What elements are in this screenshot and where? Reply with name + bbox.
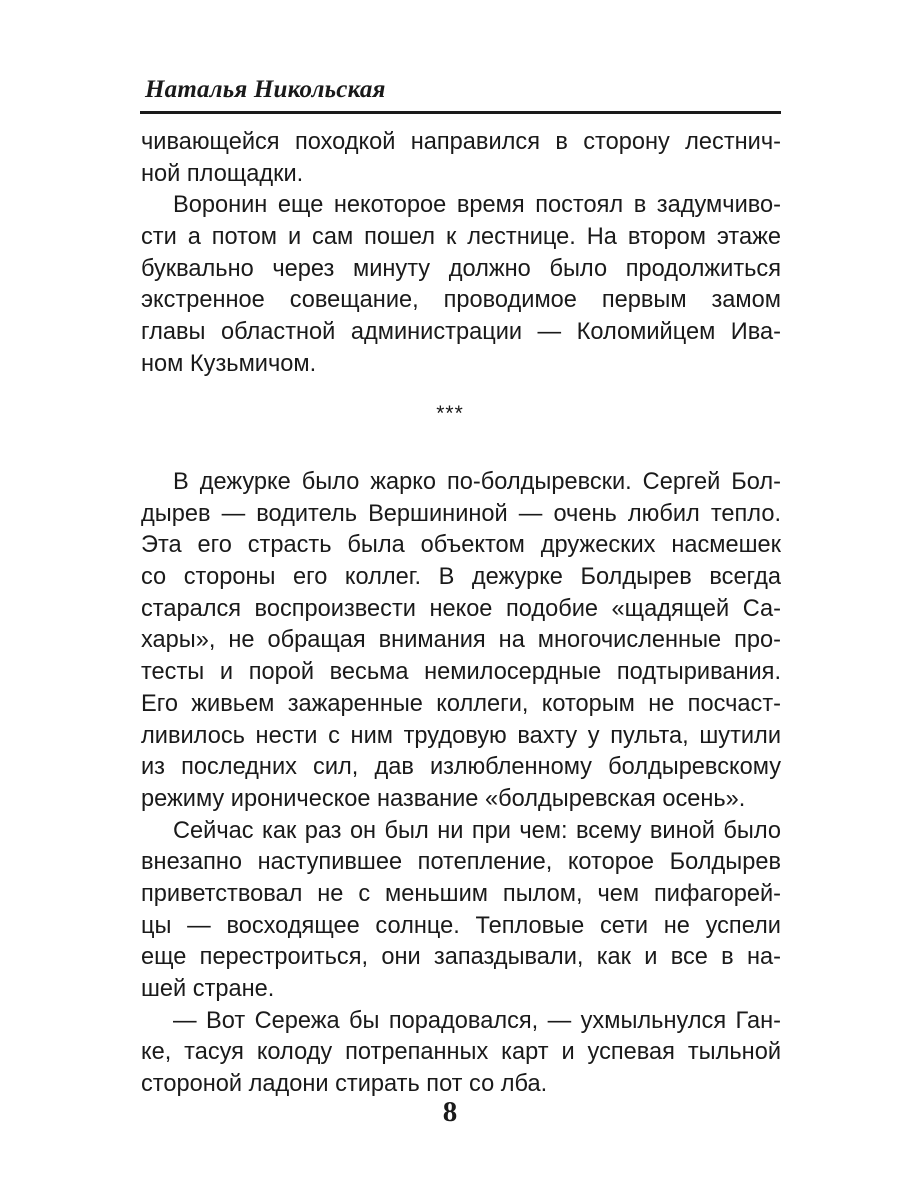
text-line: Воронин еще некоторое время постоял в задумчиво- [173, 192, 781, 219]
text-line: шей стране. [141, 976, 275, 1002]
text-line: внезапно наступившее потепление, которое Болдырев [141, 849, 781, 876]
text-line: еще перестроиться, они запаздывали, как и все в на- [141, 944, 781, 971]
text-line: дырев — водитель Вершининой — очень любил тепло. [141, 500, 781, 527]
text-line: экстренное совещание, проводимое первым замом [141, 287, 781, 314]
text-line: ливилось нести с ним трудовую вахту у пульта, шутили [141, 722, 781, 749]
text-line: ке, тасуя колоду потрепанных карт и успевая тыльной [141, 1039, 781, 1066]
text-line: — Вот Сережа бы порадовался, — ухмыльнулся Ган- [173, 1007, 781, 1034]
header-rule [140, 111, 781, 114]
page-number: 8 [442, 1096, 458, 1128]
text-line: сти а потом и сам пошел к лестнице. На втором этаже [141, 224, 781, 251]
text-line: тесты и порой весьма немилосердные подтыривания. [141, 659, 781, 686]
text-block-1 [141, 127, 781, 381]
text-line: стороной ладони стирать пот со лба. [141, 1071, 548, 1098]
text-line: чивающейся походкой направился в сторону лестнич- [141, 129, 781, 155]
text-block-2 [141, 467, 781, 1101]
text-line: Сейчас как раз он был ни при чем: всему виной было [173, 817, 781, 844]
text-line: старался воспроизвести некое подобие «щадящей Са- [141, 595, 781, 622]
text-line: главы областной администрации — Коломийцем Ива- [141, 319, 781, 346]
section-separator: *** [436, 402, 464, 425]
text-line: режиму ироническое название «болдыревская осень». [141, 785, 746, 812]
text-line: Его живьем зажаренные коллеги, которым не посчаст- [141, 690, 781, 717]
text-line: Эта его страсть была объектом дружеских насмешек [141, 532, 781, 559]
running-head-author: Наталья Никольская [145, 76, 386, 103]
text-line: из последних сил, дав излюбленному болдыревскому [141, 754, 781, 781]
text-line: буквально через минуту должно было продолжиться [141, 255, 781, 282]
text-line: ном Кузьмичом. [141, 350, 317, 377]
text-line: хары», не обращая внимания на многочисленные про- [141, 627, 781, 654]
text-line: цы — восходящее солнце. Тепловые сети не успели [141, 912, 781, 939]
text-line: со стороны его коллег. В дежурке Болдырев всегда [141, 564, 781, 591]
text-line: В дежурке было жарко по-болдыревски. Сергей Бол- [173, 469, 781, 495]
text-line: ной площадки. [141, 160, 304, 187]
text-line: приветствовал не с меньшим пылом, чем пифагорей- [141, 880, 781, 907]
